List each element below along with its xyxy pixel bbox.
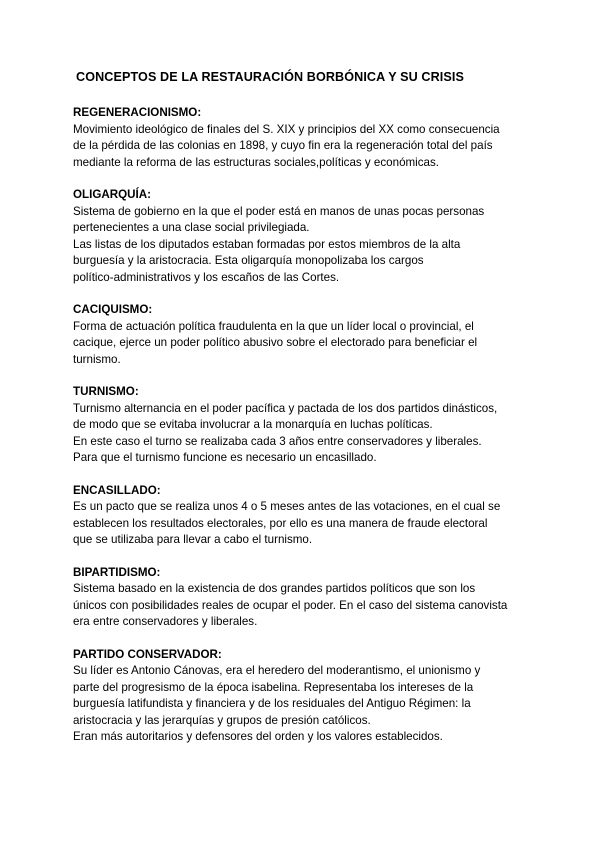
body-line: Eran más autoritarios y defensores del orden y los valores establecidos. [73, 730, 443, 743]
body-line: Sistema basado en la existencia de dos grandes partidos políticos que son los [73, 582, 476, 595]
body-line: Las listas de los diputados estaban formadas por estos miembros de la alta [73, 237, 461, 251]
body-line: Sistema de gobierno en la que el poder está en manos de unas pocas personas [73, 204, 485, 218]
section-heading: PARTIDO CONSERVADOR: [73, 647, 222, 661]
body-line: cacique, ejerce un poder político abusivo sobre el electorado para beneficiar el [73, 336, 478, 349]
body-line: únicos con posibilidades reales de ocupar el poder. En el caso del sistema canovista [73, 598, 508, 612]
document-title: CONCEPTOS DE LA RESTAURACIÓN BORBÓNICA Y SU CRISIS [76, 70, 464, 84]
body-line: Forma de actuación política fraudulenta en la que un líder local o provincial, el [73, 319, 474, 333]
body-line: aristocracia y las jerarquías y grupos de presión católicos. [73, 713, 371, 727]
body-line: establecen los resultados electorales, por ello es una manera de fraude electoral [73, 516, 488, 530]
body-line: burguesía y la aristocracia. Esta oligarquía monopolizaba los cargos [73, 254, 424, 267]
section-oligarquia [73, 187, 540, 286]
body-line: que se utilizaba para llevar a cabo el turnismo. [73, 533, 313, 546]
section-bipartidismo [73, 565, 540, 631]
body-line: político-administrativos y los escaños de las Cortes. [73, 270, 340, 284]
body-line: turnismo. [73, 352, 121, 366]
section-heading: ENCASILLADO: [73, 483, 161, 497]
body-line: Para que el turnismo funcione es necesario un encasillado. [73, 451, 377, 464]
body-line: Es un pacto que se realiza unos 4 o 5 meses antes de las votaciones, en el cual se [73, 500, 501, 513]
body-line: Turnismo alternancia en el poder pacífica y pactada de los dos partidos dinásticos, [73, 401, 498, 415]
body-line: de modo que se evitaba involucrar a la monarquía en luchas políticas. [73, 418, 433, 431]
body-line: mediante la reforma de las estructuras sociales,políticas y económicas. [73, 155, 440, 169]
section-heading: BIPARTIDISMO: [73, 565, 161, 579]
section-partido-conservador [73, 647, 540, 746]
section-encasillado [73, 483, 540, 549]
body-line: En este caso el turno se realizaba cada 3 años entre conservadores y liberales. [73, 434, 482, 448]
section-heading: TURNISMO: [73, 385, 139, 398]
body-line: burguesía latifundista y financiera y de los residuales del Antiguo Régimen: la [73, 697, 471, 710]
body-line: Su líder es Antonio Cánovas, era el heredero del moderantismo, el unionismo y [73, 664, 481, 677]
section-caciquismo [73, 302, 540, 368]
section-heading: CACIQUISMO: [73, 303, 153, 316]
section-heading: REGENERACIONISMO: [73, 106, 202, 119]
section-turnismo [73, 384, 540, 467]
body-line: era entre conservadores y liberales. [73, 615, 258, 628]
body-line: parte del progresismo de la época isabelina. Representaba los intereses de la [73, 680, 474, 694]
section-regeneracionismo [73, 105, 540, 171]
section-heading: OLIGARQUÍA: [73, 188, 151, 201]
body-line: Movimiento ideológico de finales del S. XIX y principios del XX como consecuencia [73, 122, 500, 136]
body-line: de la pérdida de las colonias en 1898, y cuyo fin era la regeneración total del país [73, 139, 493, 152]
body-line: pertenecientes a una clase social privilegiada. [73, 221, 310, 234]
